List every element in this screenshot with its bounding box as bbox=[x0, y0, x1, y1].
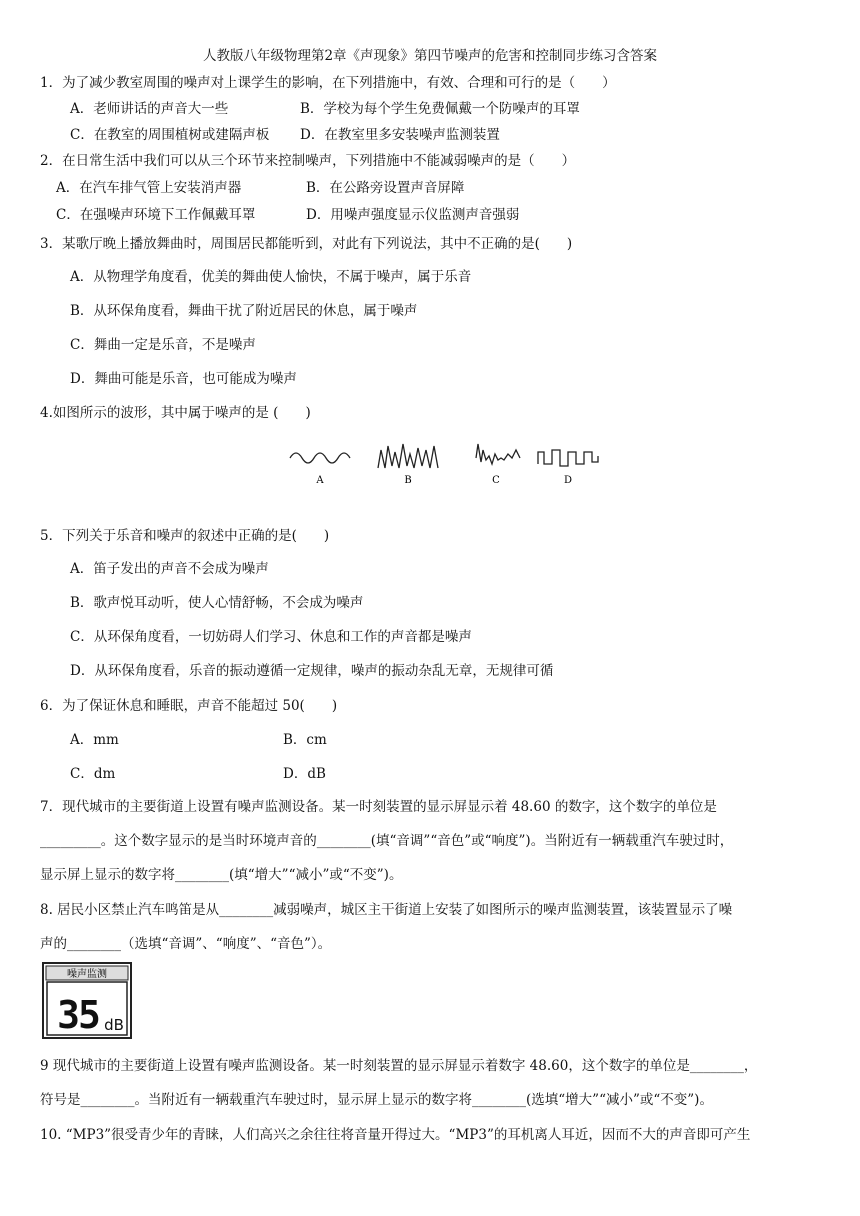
waveform-figure bbox=[286, 436, 606, 492]
waveform-label-d: D bbox=[563, 475, 573, 486]
q1-option-c: C．在教室的周围植树或建隔声板 bbox=[70, 127, 270, 143]
q5-option-d: D．从环保角度看，乐音的振动遵循一定规律，噪声的振动杂乱无章，无规律可循 bbox=[70, 663, 554, 679]
q1-option-b: B．学校为每个学生免费佩戴一个防噪声的耳罩 bbox=[300, 101, 580, 117]
q2-option-c: C．在强噪声环境下工作佩戴耳罩 bbox=[56, 207, 256, 223]
waveform-label-b: B bbox=[404, 475, 412, 486]
waveform-b bbox=[378, 444, 438, 468]
meter-unit: dB bbox=[104, 1016, 124, 1034]
q1-stem: 1．为了减少教室周围的噪声对上课学生的影响，在下列措施中，有效、合理和可行的是（ ） bbox=[40, 75, 616, 91]
q6-option-d: D．dB bbox=[283, 766, 326, 782]
q6-option-c: C．dm bbox=[70, 766, 116, 782]
q1-option-a: A．老师讲话的声音大一些 bbox=[70, 101, 229, 117]
q8-line-1: 8. 居民小区禁止汽车鸣笛是从________减弱噪声，城区主干街道上安装了如图所示的噪声监测装置，该装置显示了噪 bbox=[40, 902, 733, 918]
q9-line-2: 符号是________。当附近有一辆载重汽车驶过时，显示屏上显示的数字将________(选填“增大”“减小”或“不变”)。 bbox=[40, 1092, 713, 1108]
q3-stem: 3．某歌厅晚上播放舞曲时，周围居民都能听到，对此有下列说法，其中不正确的是( ) bbox=[40, 236, 573, 252]
q3-option-a: A．从物理学角度看，优美的舞曲使人愉快，不属于噪声，属于乐音 bbox=[70, 269, 472, 285]
q2-option-b: B．在公路旁设置声音屏障 bbox=[306, 180, 465, 196]
waveform-label-c: C bbox=[492, 475, 500, 486]
noise-meter-figure bbox=[42, 962, 134, 1040]
q9-line-1: 9 现代城市的主要街道上设置有噪声监测设备。某一时刻装置的显示屏显示着数字 48.60，这个数字的单位是________， bbox=[40, 1058, 758, 1074]
meter-title: 噪声监测 bbox=[67, 969, 107, 980]
q2-stem: 2．在日常生活中我们可以从三个环节来控制噪声，下列措施中不能减弱噪声的是（ ） bbox=[40, 153, 576, 169]
q2-option-a: A．在汽车排气管上安装消声器 bbox=[56, 180, 242, 196]
q3-option-b: B．从环保角度看，舞曲干扰了附近居民的休息，属于噪声 bbox=[70, 303, 418, 319]
waveform-d bbox=[538, 450, 598, 466]
q6-option-a: A．mm bbox=[70, 732, 119, 748]
q7-line-3: 显示屏上显示的数字将________(填“增大”“减小”或“不变”)。 bbox=[40, 867, 403, 883]
q7-line-1: 7．现代城市的主要街道上设置有噪声监测设备。某一时刻装置的显示屏显示着 48.60 的数字，这个数字的单位是 bbox=[40, 799, 717, 815]
q6-option-b: B．cm bbox=[283, 732, 327, 748]
q5-option-c: C．从环保角度看，一切妨碍人们学习、休息和工作的声音都是噪声 bbox=[70, 629, 472, 645]
meter-value: 35 bbox=[57, 993, 99, 1037]
q5-option-a: A．笛子发出的声音不会成为噪声 bbox=[70, 561, 269, 577]
q5-option-b: B．歌声悦耳动听，使人心情舒畅，不会成为噪声 bbox=[70, 595, 364, 611]
q4-stem: 4.如图所示的波形，其中属于噪声的是 ( ) bbox=[40, 405, 311, 421]
q2-option-d: D．用噪声强度显示仪监测声音强弱 bbox=[306, 207, 520, 223]
waveform-a bbox=[290, 453, 350, 463]
q10-line-1: 10. “MP3”很受青少年的青睐，人们高兴之余往往将音量开得过大。“MP3”的耳机离人耳近，因而不大的声音即可产生 bbox=[40, 1127, 751, 1143]
q1-option-d: D．在教室里多安装噪声监测装置 bbox=[300, 127, 500, 143]
page-title: 人教版八年级物理第2章《声现象》第四节噪声的危害和控制同步练习含答案 bbox=[202, 48, 658, 64]
waveform-label-a: A bbox=[316, 475, 324, 486]
q3-option-d: D．舞曲可能是乐音，也可能成为噪声 bbox=[70, 371, 297, 387]
q8-line-2: 声的________（选填“音调”、“响度”、“音色”）。 bbox=[40, 936, 332, 952]
q5-stem: 5．下列关于乐音和噪声的叙述中正确的是( ) bbox=[40, 528, 330, 544]
q6-stem: 6．为了保证休息和睡眠，声音不能超过 50( ) bbox=[40, 698, 338, 714]
q3-option-c: C．舞曲一定是乐音，不是噪声 bbox=[70, 337, 256, 353]
q7-line-2: _________。这个数字显示的是当时环境声音的________(填“音调”“音色”或“响度”)。当附近有一辆载重汽车驶过时， bbox=[40, 833, 734, 849]
waveform-c bbox=[476, 444, 520, 464]
